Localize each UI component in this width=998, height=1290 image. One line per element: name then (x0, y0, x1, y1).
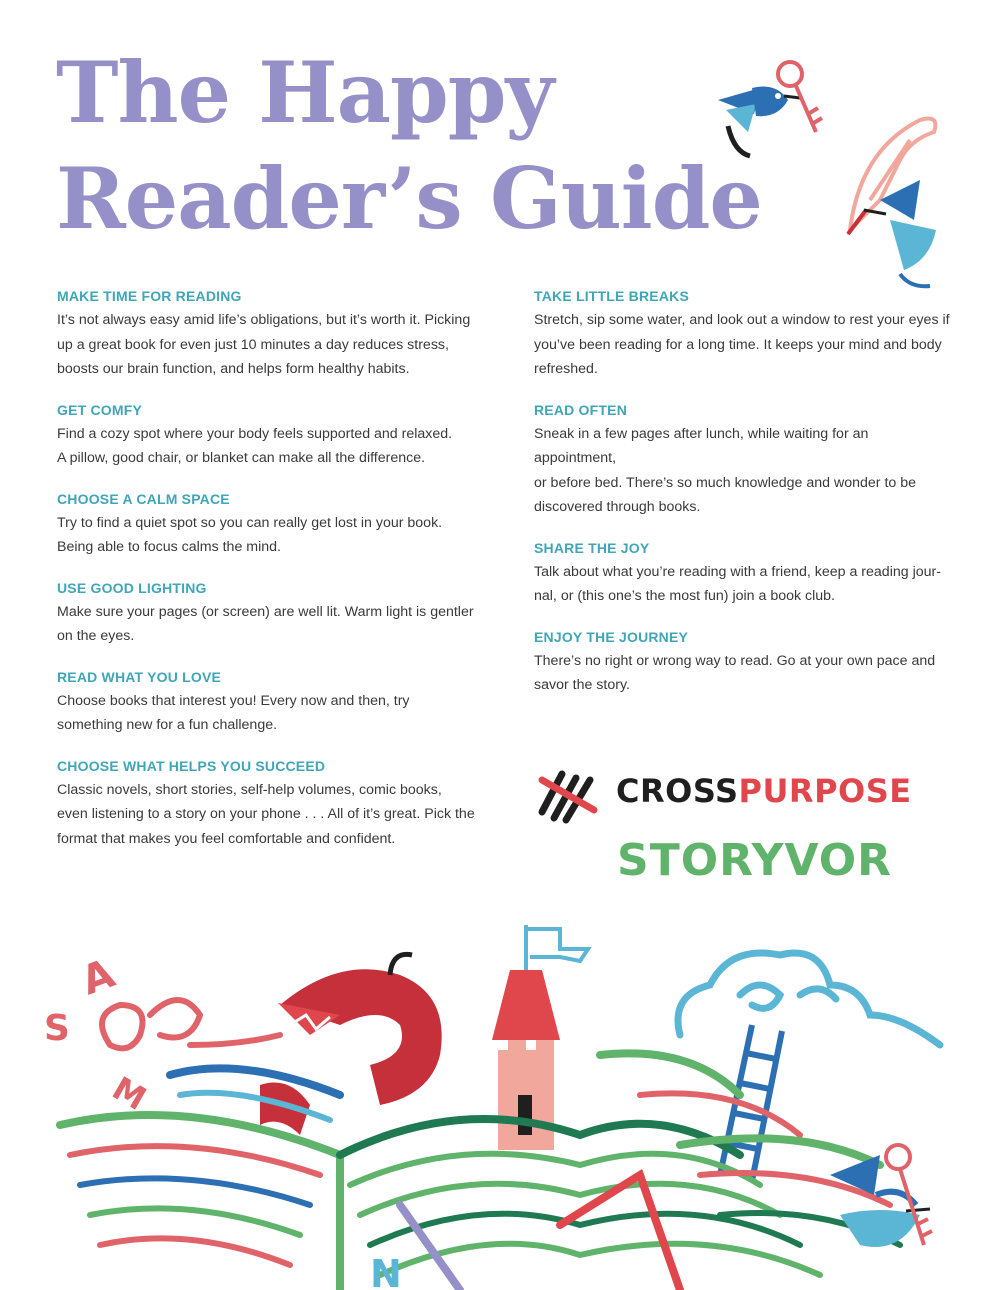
crosspurpose-logo (536, 760, 912, 830)
page-title (56, 40, 762, 252)
tip-body: Stretch, sip some water, and look out a window to rest your eyes if you’ve been reading for a long time. It keeps your mind and body refreshed. (534, 312, 950, 377)
tip-body: Sneak in a few pages after lunch, while waiting for an appointment, or before bed. There’s so much knowledge and wonder to be discovered through books. (534, 425, 916, 515)
tip-body: Classic novels, short stories, self-help volumes, comic books, even listening to a story on your phone . . . All of it’s great. Pick the format that makes you feel comfortable and confident. (57, 781, 475, 847)
tip-heading: SHARE THE JOY (534, 539, 650, 556)
letter-m: M (106, 1069, 153, 1118)
crosspurpose-wordmark: CROSSPURPOSE (616, 772, 912, 810)
tip-read-often (534, 402, 954, 520)
letter-n: N (370, 1252, 402, 1290)
tip-heading: MAKE TIME FOR READING (57, 288, 242, 304)
book-world-illustration (40, 925, 958, 1290)
hummingbird-icon (718, 87, 800, 157)
tip-heading: CHOOSE A CALM SPACE (57, 490, 230, 507)
tip-heading: READ WHAT YOU LOVE (57, 668, 222, 685)
tip-calm-space (57, 491, 497, 560)
tip-enjoy-the-journey (534, 629, 954, 698)
tip-read-what-you-love (57, 669, 497, 738)
tip-heading: USE GOOD LIGHTING (57, 579, 207, 596)
open-book-icon (60, 1053, 900, 1290)
tip-share-the-joy (534, 540, 954, 609)
flag-icon (526, 925, 588, 970)
swirl-letters (102, 1000, 280, 1048)
cloud-icon (678, 953, 940, 1045)
tip-choose-what-helps (57, 758, 497, 852)
tip-heading: GET COMFY (57, 401, 143, 418)
storyvor-logo: STORYVOR (617, 835, 893, 886)
letter-a: A (75, 950, 121, 1005)
tip-make-time (57, 288, 497, 382)
left-column (57, 288, 497, 871)
letter-s: S (44, 1008, 70, 1049)
tip-body: There’s no right or wrong way to read. Go at your own pace and savor the story. (534, 652, 936, 693)
tip-get-comfy (57, 402, 497, 471)
tip-body: Make sure your pages (or screen) are well lit. Warm light is gentler on the eyes. (57, 603, 474, 644)
tip-body: Try to find a quiet spot so you can really get lost in your book. Being able to focus calms the mind. (57, 514, 443, 555)
title-line-2: Reader’s Guide (56, 149, 762, 248)
title-line-1: The Happy (56, 43, 554, 142)
tip-heading: ENJOY THE JOURNEY (534, 628, 689, 645)
crosspurpose-mark-icon (536, 760, 602, 826)
tip-body: Find a cozy spot where your body feels supported and relaxed. A pillow, good chair, or blanket can make all the difference. (57, 425, 453, 466)
quill-and-bird-icon (840, 110, 950, 295)
ladder-icon (720, 1025, 782, 1181)
tip-body: Choose books that interest you! Every now and then, try something new for a fun challenge. (57, 692, 410, 733)
tip-body: Talk about what you’re reading with a friend, keep a reading jour- nal, or (this one’s the most fun) join a book club. (534, 563, 941, 604)
tip-good-lighting (57, 580, 497, 649)
hummingbird-with-key-icon (712, 52, 832, 164)
right-column (534, 288, 954, 718)
tip-body: It’s not always easy amid life’s obligations, but it’s worth it. Picking up a great book for even just 10 minutes a day reduces stress, boosts our brain function, and helps form healthy habits. (57, 312, 471, 377)
tip-little-breaks (534, 288, 954, 382)
tip-heading: CHOOSE WHAT HELPS YOU SUCCEED (57, 757, 326, 774)
tip-heading: READ OFTEN (534, 401, 627, 418)
tip-heading: TAKE LITTLE BREAKS (534, 288, 690, 304)
